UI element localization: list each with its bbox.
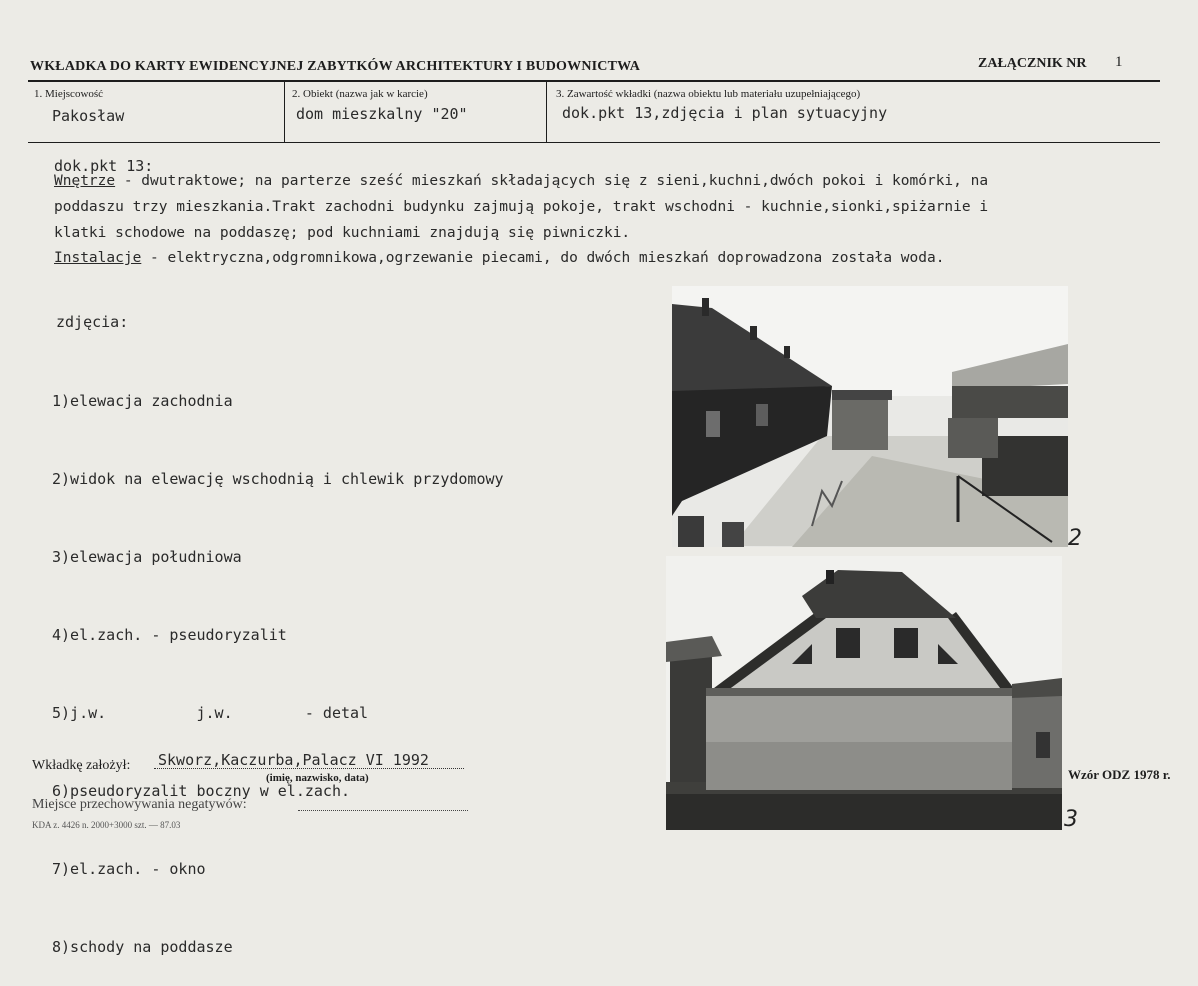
photo-list-item: 1)elewacja zachodnia — [52, 392, 233, 410]
photo-list-item: 8)schody na poddasze — [52, 938, 233, 956]
attachment-number: 1 — [1115, 54, 1123, 70]
photos-heading: zdjęcia: — [56, 313, 129, 331]
field-divider-2 — [546, 82, 547, 142]
body-line-4 — [54, 250, 944, 266]
section-heading: dok.pkt 13: — [54, 157, 154, 175]
photo-list-item: 5)j.w. j.w. - detal — [52, 704, 369, 722]
key-interior: Wnętrze — [54, 173, 116, 189]
negatives-label: Miejsce przechowywania negatywów: — [32, 797, 247, 812]
field-3-value: dok.pkt 13,zdjęcia i plan sytuacyjny — [562, 104, 888, 122]
body-line-2: poddaszu trzy mieszkania.Trakt zachodni budynku zajmują pokoje, trakt wschodni - kuchnie,sionki,spiżarnie i — [54, 199, 989, 215]
negatives-dotted-line — [298, 810, 468, 811]
model-label: Wzór ODZ 1978 r. — [1068, 767, 1171, 782]
field-1-value: Pakosław — [52, 107, 125, 125]
body-line-1 — [54, 173, 988, 189]
founder-value: Skworz,Kaczurba,Palacz VI 1992 — [158, 751, 429, 769]
print-info: KDA z. 4426 n. 2000+3000 szt. — 87.03 — [32, 820, 181, 830]
photo-number-3: 3 — [1064, 807, 1078, 832]
photo-list-item: 7)el.zach. - okno — [52, 860, 206, 878]
field-3-label: 3. Zawartość wkładki (nazwa obiektu lub materiału uzupełniającego) — [556, 88, 861, 100]
founder-label: Wkładkę założył: — [32, 758, 131, 773]
key-installations: Instalacje — [54, 250, 142, 266]
body-line-3: klatki schodowe na poddaszę; pod kuchniami znajdują się piwniczki. — [54, 225, 631, 241]
body-line-1-text: - dwutraktowe; na parterze sześć mieszkań składających się z sieni,kuchni,dwóch pokoi i komórki, na — [115, 173, 989, 189]
photo-number-2: 2 — [1068, 526, 1082, 551]
attachment-label: ZAŁĄCZNIK NR — [978, 56, 1087, 71]
field-2-label: 2. Obiekt (nazwa jak w karcie) — [292, 88, 428, 100]
field-divider-1 — [284, 82, 285, 142]
photo-list-item: 4)el.zach. - pseudoryzalit — [52, 626, 287, 644]
fields-bottom-rule — [28, 142, 1160, 143]
field-1-label: 1. Miejscowość — [34, 88, 104, 100]
photos-list — [52, 336, 504, 986]
photo-street-view — [672, 286, 1068, 547]
photo-list-item: 3)elewacja południowa — [52, 548, 242, 566]
photo-list-item: 2)widok na elewację wschodnią i chlewik przydomowy — [52, 470, 504, 488]
photo-list-item: 6)pseudoryzalit boczny w el.zach. — [52, 782, 351, 800]
document-title: WKŁADKA DO KARTY EWIDENCYJNEJ ZABYTKÓW ARCHITEKTURY I BUDOWNICTWA — [30, 59, 641, 74]
founder-hint: (imię, nazwisko, data) — [266, 772, 369, 784]
field-2-value: dom mieszkalny "20" — [296, 105, 468, 123]
body-line-4-text: - elektryczna,odgromnikowa,ogrzewanie piecami, do dwóch mieszkań doprowadzona została woda. — [141, 250, 945, 266]
header-rule — [28, 80, 1160, 82]
photo-house-facade — [666, 556, 1062, 830]
founder-dotted-line — [154, 768, 464, 769]
